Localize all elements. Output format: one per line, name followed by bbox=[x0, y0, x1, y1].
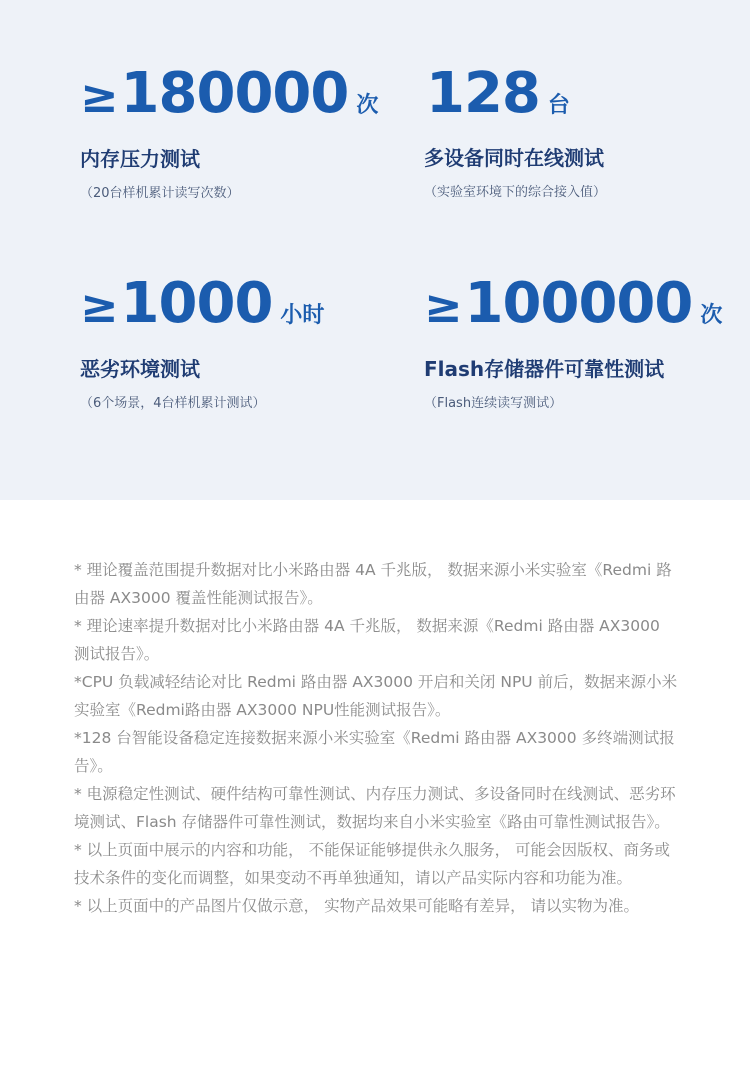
stat-value bbox=[424, 271, 750, 336]
stat-title: Flash存储器件可靠性测试 bbox=[424, 357, 665, 381]
stat-value bbox=[80, 271, 410, 336]
footnote-service-disclaimer: * 以上页面中展示的内容和功能， 不能保证能够提供永久服务， 可能会因版权、商务或技术条件的变化而调整，如果变动不再单独通知，请以产品实际内容和功能为准。 bbox=[74, 841, 671, 887]
stat-value bbox=[424, 61, 750, 126]
stat-prefix: ≥ bbox=[80, 69, 119, 123]
stat-prefix: ≥ bbox=[80, 279, 119, 333]
stats-panel bbox=[0, 0, 750, 500]
stat-unit: 台 bbox=[547, 93, 570, 118]
stat-note: （6个场景，4台样机累计测试） bbox=[80, 396, 266, 411]
stat-memory-stress bbox=[80, 61, 410, 201]
stat-number: 100000 bbox=[464, 271, 693, 336]
stat-number: 180000 bbox=[120, 61, 349, 126]
footnote-reliability-tests: * 电源稳定性测试、硬件结构可靠性测试、内存压力测试、多设备同时在线测试、恶劣环境测试、Flash 存储器件可靠性测试，数据均来自小米实验室《路由可靠性测试报告》。 bbox=[74, 785, 676, 831]
stat-number: 1000 bbox=[120, 271, 273, 336]
stat-note: （实验室环境下的综合接入值） bbox=[424, 185, 607, 200]
stat-unit: 小时 bbox=[280, 303, 325, 328]
stat-number: 128 bbox=[426, 61, 540, 126]
stat-value bbox=[80, 61, 410, 126]
stat-title: 内存压力测试 bbox=[80, 147, 200, 171]
stat-unit: 次 bbox=[700, 303, 723, 328]
footnote-coverage: * 理论覆盖范围提升数据对比小米路由器 4A 千兆版， 数据来源小米实验室《Redmi 路由器 AX3000 覆盖性能测试报告》。 bbox=[74, 561, 672, 607]
stat-note: （20台样机累计读写次数） bbox=[80, 186, 240, 201]
stat-prefix: ≥ bbox=[424, 279, 463, 333]
stat-title: 恶劣环境测试 bbox=[80, 357, 200, 381]
footnote-cpu-load: *CPU 负载减轻结论对比 Redmi 路由器 AX3000 开启和关闭 NPU 前后，数据来源小米实验室《Redmi路由器 AX3000 NPU性能测试报告》。 bbox=[74, 673, 678, 719]
stat-note: （Flash连续读写测试） bbox=[424, 396, 563, 411]
footnote-image-disclaimer: * 以上页面中的产品图片仅做示意， 实物产品效果可能略有差异， 请以实物为准。 bbox=[74, 897, 640, 915]
stat-harsh-environment bbox=[80, 271, 410, 411]
stat-flash-reliability bbox=[424, 271, 750, 411]
footnote-speed: * 理论速率提升数据对比小米路由器 4A 千兆版， 数据来源《Redmi 路由器 AX3000 测试报告》。 bbox=[74, 617, 660, 663]
footnote-device-connections: *128 台智能设备稳定连接数据来源小米实验室《Redmi 路由器 AX3000 多终端测试报告》。 bbox=[74, 729, 675, 775]
stat-unit: 次 bbox=[356, 93, 379, 118]
stat-title: 多设备同时在线测试 bbox=[424, 146, 604, 170]
stat-multi-device bbox=[424, 61, 750, 200]
footnotes bbox=[74, 556, 680, 920]
